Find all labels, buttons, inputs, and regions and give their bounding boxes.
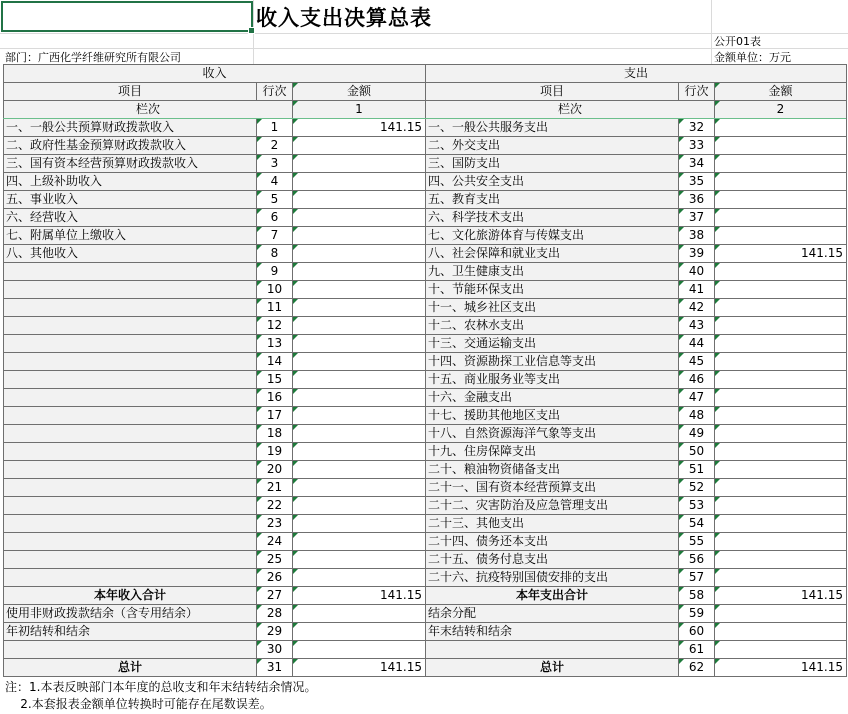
note-2: 2.本套报表金额单位转换时可能存在尾数误差。 [5,697,272,711]
expense-amount-cell[interactable]: 141.15 [715,245,847,263]
income-rowno-cell[interactable]: 4 [257,173,293,191]
expense-rowno-cell[interactable]: 40 [679,263,715,281]
income-rowno-cell[interactable]: 10 [257,281,293,299]
notes [5,679,316,713]
income-rowno-cell[interactable]: 3 [257,155,293,173]
income-col-number: 1 [293,101,426,119]
income-rowno-cell[interactable]: 22 [257,497,293,515]
income-rowno-cell[interactable]: 16 [257,389,293,407]
expense-amount-cell[interactable] [715,335,847,353]
table-row [4,443,847,461]
income-item-cell[interactable] [4,443,257,461]
income-amount-cell[interactable] [293,353,426,371]
expense-amount-cell[interactable] [715,263,847,281]
expense-rowno-cell[interactable]: 54 [679,515,715,533]
income-rowno-cell[interactable]: 2 [257,137,293,155]
expense-item-cell[interactable]: 二十、粮油物资储备支出 [426,461,679,479]
expense-amount-cell[interactable] [715,389,847,407]
income-amount-cell[interactable] [293,479,426,497]
table-row [4,245,847,263]
income-amount-cell[interactable] [293,605,426,623]
income-amount-cell[interactable] [293,407,426,425]
expense-amount-cell[interactable]: 141.15 [715,587,847,605]
income-item-cell[interactable] [4,425,257,443]
income-col-label: 栏次 [4,101,293,119]
income-item-cell[interactable] [4,263,257,281]
income-amount-cell[interactable] [293,155,426,173]
expense-amount-cell[interactable] [715,137,847,155]
table-row [4,191,847,209]
income-rowno-cell[interactable]: 20 [257,461,293,479]
table-row [4,371,847,389]
expense-item-cell[interactable]: 十四、资源勘探工业信息等支出 [426,353,679,371]
header-row-section [4,65,847,83]
expense-amount-cell[interactable] [715,497,847,515]
income-item-cell[interactable]: 使用非财政拨款结余（含专用结余） [4,605,257,623]
expense-col-label: 栏次 [426,101,715,119]
table-row [4,119,847,137]
table-row [4,155,847,173]
income-rowno-cell[interactable]: 11 [257,299,293,317]
expense-rowno-cell[interactable]: 51 [679,461,715,479]
expense-amount-cell[interactable] [715,551,847,569]
expense-item-cell[interactable]: 二十三、其他支出 [426,515,679,533]
income-rowno-cell[interactable]: 19 [257,443,293,461]
unit-label: 金额单位：万元 [714,51,791,64]
expense-amount-cell[interactable] [715,641,847,659]
table-row [4,173,847,191]
expense-item-cell[interactable]: 结余分配 [426,605,679,623]
income-item-cell[interactable]: 总计 [4,659,257,677]
expense-amount-cell[interactable] [715,479,847,497]
expense-item-cell[interactable]: 二十五、债务付息支出 [426,551,679,569]
expense-item-cell[interactable]: 五、教育支出 [426,191,679,209]
income-rowno-cell[interactable]: 14 [257,353,293,371]
expense-item-cell[interactable]: 总计 [426,659,679,677]
income-rowno-header: 行次 [257,83,293,101]
expense-item-cell[interactable]: 十九、住房保障支出 [426,443,679,461]
income-amount-cell[interactable] [293,515,426,533]
income-amount-cell[interactable] [293,335,426,353]
income-item-cell[interactable] [4,641,257,659]
expense-item-cell[interactable]: 二十六、抗疫特别国债安排的支出 [426,569,679,587]
income-item-cell[interactable] [4,317,257,335]
expense-item-cell[interactable]: 一、一般公共服务支出 [426,119,679,137]
income-item-cell[interactable]: 三、国有资本经营预算财政拨款收入 [4,155,257,173]
income-rowno-cell[interactable]: 15 [257,371,293,389]
expense-item-cell[interactable]: 十八、自然资源海洋气象等支出 [426,425,679,443]
income-rowno-cell[interactable]: 17 [257,407,293,425]
income-item-cell[interactable] [4,533,257,551]
expense-amount-cell[interactable] [715,407,847,425]
expense-item-cell[interactable]: 二十一、国有资本经营预算支出 [426,479,679,497]
income-item-cell[interactable] [4,281,257,299]
expense-rowno-cell[interactable]: 37 [679,209,715,227]
expense-rowno-cell[interactable]: 35 [679,173,715,191]
income-amount-cell[interactable] [293,533,426,551]
income-item-cell[interactable]: 五、事业收入 [4,191,257,209]
table-row [4,569,847,587]
expense-header: 支出 [426,65,847,83]
expense-amount-cell[interactable]: 141.15 [715,659,847,677]
table-row [4,425,847,443]
expense-amount-cell[interactable] [715,443,847,461]
expense-amount-cell[interactable] [715,425,847,443]
income-amount-cell[interactable] [293,641,426,659]
total-row [4,659,847,677]
expense-amount-cell[interactable] [715,191,847,209]
income-amount-cell[interactable] [293,173,426,191]
expense-amount-cell[interactable] [715,281,847,299]
income-rowno-cell[interactable]: 28 [257,605,293,623]
expense-item-cell[interactable] [426,641,679,659]
income-amount-cell[interactable]: 141.15 [293,587,426,605]
table-row [4,479,847,497]
expense-item-cell[interactable]: 本年支出合计 [426,587,679,605]
income-amount-cell[interactable] [293,389,426,407]
summary-table [3,64,847,677]
expense-item-cell[interactable]: 十七、援助其他地区支出 [426,407,679,425]
expense-amount-cell[interactable] [715,317,847,335]
income-item-cell[interactable]: 四、上级补助收入 [4,173,257,191]
table-row [4,389,847,407]
income-rowno-cell[interactable]: 7 [257,227,293,245]
expense-rowno-cell[interactable]: 34 [679,155,715,173]
income-rowno-cell[interactable]: 8 [257,245,293,263]
income-amount-cell[interactable] [293,443,426,461]
expense-rowno-cell[interactable]: 33 [679,137,715,155]
table-row [4,299,847,317]
expense-amount-cell[interactable] [715,155,847,173]
expense-amount-cell[interactable] [715,533,847,551]
income-rowno-cell[interactable]: 27 [257,587,293,605]
table-row [4,497,847,515]
expense-amount-cell[interactable] [715,461,847,479]
expense-rowno-cell[interactable]: 56 [679,551,715,569]
income-item-cell[interactable]: 八、其他收入 [4,245,257,263]
expense-item-cell[interactable]: 十一、城乡社区支出 [426,299,679,317]
table-row [4,227,847,245]
expense-amount-cell[interactable] [715,605,847,623]
income-rowno-cell[interactable]: 9 [257,263,293,281]
income-amount-cell[interactable] [293,569,426,587]
income-rowno-cell[interactable]: 26 [257,569,293,587]
expense-rowno-cell[interactable]: 41 [679,281,715,299]
expense-item-cell[interactable]: 十五、商业服务业等支出 [426,371,679,389]
income-amount-cell[interactable] [293,425,426,443]
income-amount-cell[interactable] [293,497,426,515]
expense-rowno-cell[interactable]: 58 [679,587,715,605]
table-row [4,335,847,353]
table-row [4,317,847,335]
income-rowno-cell[interactable]: 12 [257,317,293,335]
expense-amount-cell[interactable] [715,119,847,137]
expense-col-number: 2 [715,101,847,119]
income-amount-cell[interactable] [293,191,426,209]
income-rowno-cell[interactable]: 24 [257,533,293,551]
table-row [4,533,847,551]
income-amount-cell[interactable] [293,281,426,299]
income-item-cell[interactable] [4,515,257,533]
income-amount-cell[interactable] [293,263,426,281]
table-row [4,551,847,569]
income-item-cell[interactable]: 本年收入合计 [4,587,257,605]
expense-rowno-cell[interactable]: 43 [679,317,715,335]
expense-item-cell[interactable]: 十、节能环保支出 [426,281,679,299]
income-rowno-cell[interactable]: 29 [257,623,293,641]
expense-item-cell[interactable]: 二十四、债务还本支出 [426,533,679,551]
income-item-cell[interactable] [4,353,257,371]
income-item-cell[interactable] [4,497,257,515]
income-rowno-cell[interactable]: 31 [257,659,293,677]
expense-rowno-cell[interactable]: 36 [679,191,715,209]
expense-item-cell[interactable]: 年末结转和结余 [426,623,679,641]
income-amount-cell[interactable] [293,623,426,641]
expense-item-cell[interactable]: 八、社会保障和就业支出 [426,245,679,263]
income-item-cell[interactable] [4,299,257,317]
income-rowno-cell[interactable]: 21 [257,479,293,497]
expense-rowno-cell[interactable]: 50 [679,443,715,461]
income-item-cell[interactable]: 六、经营收入 [4,209,257,227]
income-amount-cell[interactable] [293,371,426,389]
income-rowno-cell[interactable]: 18 [257,425,293,443]
income-amount-cell[interactable]: 141.15 [293,659,426,677]
expense-item-cell[interactable]: 六、科学技术支出 [426,209,679,227]
income-item-cell[interactable]: 一、一般公共预算财政拨款收入 [4,119,257,137]
expense-amount-cell[interactable] [715,209,847,227]
expense-rowno-cell[interactable]: 61 [679,641,715,659]
income-rowno-cell[interactable]: 30 [257,641,293,659]
expense-amount-cell[interactable] [715,353,847,371]
header-row-columns [4,83,847,101]
expense-rowno-cell[interactable]: 47 [679,389,715,407]
income-item-cell[interactable] [4,389,257,407]
expense-rowno-cell[interactable]: 62 [679,659,715,677]
expense-item-header: 项目 [426,83,679,101]
subtotal-row [4,587,847,605]
income-item-cell[interactable] [4,371,257,389]
table-row [4,209,847,227]
expense-item-cell[interactable]: 十二、农林水支出 [426,317,679,335]
table-row [4,281,847,299]
table-row [4,461,847,479]
expense-rowno-header: 行次 [679,83,715,101]
expense-rowno-cell[interactable]: 59 [679,605,715,623]
expense-amount-cell[interactable] [715,227,847,245]
department-label: 部门：广西化学纤维研究所有限公司 [5,51,181,64]
income-item-cell[interactable]: 二、政府性基金预算财政拨款收入 [4,137,257,155]
table-row [4,137,847,155]
income-amount-cell[interactable] [293,245,426,263]
expense-amount-cell[interactable] [715,371,847,389]
income-item-cell[interactable] [4,479,257,497]
income-item-cell[interactable]: 七、附属单位上缴收入 [4,227,257,245]
expense-rowno-cell[interactable]: 60 [679,623,715,641]
expense-item-cell[interactable]: 十六、金融支出 [426,389,679,407]
table-row [4,605,847,623]
expense-item-cell[interactable]: 二十二、灾害防治及应急管理支出 [426,497,679,515]
freeze-pane-line [3,118,846,119]
form-code: 公开01表 [714,35,761,48]
expense-amount-cell[interactable] [715,299,847,317]
income-rowno-cell[interactable]: 6 [257,209,293,227]
income-amount-cell[interactable] [293,227,426,245]
expense-amount-cell[interactable] [715,623,847,641]
income-item-cell[interactable] [4,551,257,569]
report-title: 收入支出决算总表 [256,6,432,30]
expense-rowno-cell[interactable]: 46 [679,371,715,389]
expense-amount-cell[interactable] [715,173,847,191]
income-amount-cell[interactable]: 141.15 [293,119,426,137]
expense-rowno-cell[interactable]: 42 [679,299,715,317]
table-row [4,623,847,641]
income-amount-header: 金额 [293,83,426,101]
expense-amount-cell[interactable] [715,515,847,533]
income-rowno-cell[interactable]: 25 [257,551,293,569]
header-row-colnum [4,101,847,119]
income-rowno-cell[interactable]: 5 [257,191,293,209]
expense-rowno-cell[interactable]: 52 [679,479,715,497]
selected-cell[interactable] [1,1,253,32]
expense-rowno-cell[interactable]: 57 [679,569,715,587]
table-row [4,353,847,371]
income-rowno-cell[interactable]: 23 [257,515,293,533]
income-amount-cell[interactable] [293,137,426,155]
table-row [4,263,847,281]
income-amount-cell[interactable] [293,209,426,227]
expense-rowno-cell[interactable]: 44 [679,335,715,353]
expense-rowno-cell[interactable]: 49 [679,425,715,443]
income-item-header: 项目 [4,83,257,101]
note-1: 注：1.本表反映部门本年度的总收支和年末结转结余情况。 [5,680,317,694]
expense-item-cell[interactable]: 十三、交通运输支出 [426,335,679,353]
expense-item-cell[interactable]: 三、国防支出 [426,155,679,173]
income-amount-cell[interactable] [293,551,426,569]
income-rowno-cell[interactable]: 13 [257,335,293,353]
expense-rowno-cell[interactable]: 48 [679,407,715,425]
expense-item-cell[interactable]: 九、卫生健康支出 [426,263,679,281]
table-row [4,515,847,533]
income-header: 收入 [4,65,426,83]
table-row [4,641,847,659]
expense-rowno-cell[interactable]: 53 [679,497,715,515]
expense-amount-header: 金额 [715,83,847,101]
table-row [4,407,847,425]
expense-rowno-cell[interactable]: 55 [679,533,715,551]
income-amount-cell[interactable] [293,461,426,479]
income-item-cell[interactable] [4,407,257,425]
income-item-cell[interactable] [4,335,257,353]
expense-item-cell[interactable]: 七、文化旅游体育与传媒支出 [426,227,679,245]
expense-item-cell[interactable]: 二、外交支出 [426,137,679,155]
income-amount-cell[interactable] [293,317,426,335]
expense-item-cell[interactable]: 四、公共安全支出 [426,173,679,191]
income-item-cell[interactable]: 年初结转和结余 [4,623,257,641]
income-amount-cell[interactable] [293,299,426,317]
expense-rowno-cell[interactable]: 38 [679,227,715,245]
expense-amount-cell[interactable] [715,569,847,587]
income-item-cell[interactable] [4,569,257,587]
income-rowno-cell[interactable]: 1 [257,119,293,137]
expense-rowno-cell[interactable]: 32 [679,119,715,137]
expense-rowno-cell[interactable]: 39 [679,245,715,263]
expense-rowno-cell[interactable]: 45 [679,353,715,371]
income-item-cell[interactable] [4,461,257,479]
